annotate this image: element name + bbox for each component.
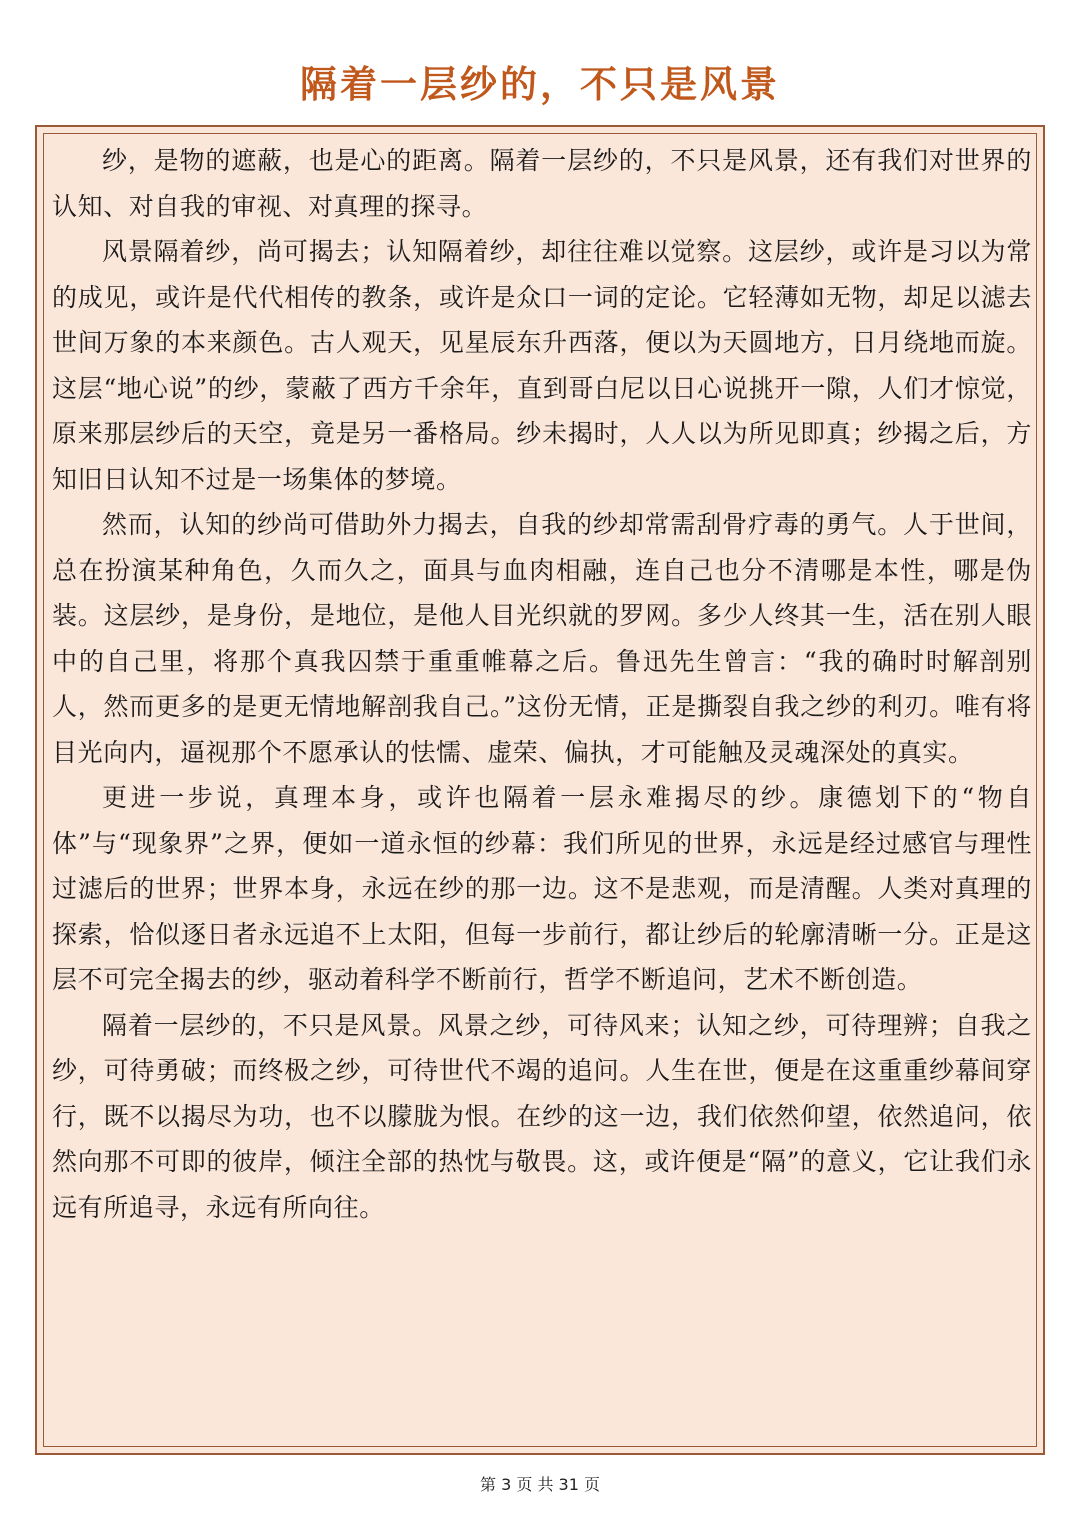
paragraph: 风景隔着纱，尚可揭去；认知隔着纱，却往往难以觉察。这层纱，或许是习以为常的成见，或许是代代相传的教条，或许是众口一词的定论。它轻薄如无物，却足以滤去世间万象的本来颜色。古人观天，见星辰东升西落，便以为天圆地方，日月绕地而旋。这层“地心说”的纱，蒙蔽了西方千余年，直到哥白尼以日心说挑开一隙，人们才惊觉，原来那层纱后的天空，竟是另一番格局。纱未揭时，人人以为所见即真；纱揭之后，方知旧日认知不过是一场集体的梦境。 xyxy=(52,237,1032,494)
paragraph: 然而，认知的纱尚可借助外力揭去，自我的纱却常需刮骨疗毒的勇气。人于世间，总在扮演某种角色，久而久之，面具与血肉相融，连自己也分不清哪是本性，哪是伪装。这层纱，是身份，是地位，是他人目光织就的罗网。多少人终其一生，活在别人眼中的自己里，将那个真我囚禁于重重帷幕之后。鲁迅先生曾言：“我的确时时解剖别人，然而更多的是更无情地解剖我自己。”这份无情，正是撕裂自我之纱的利刃。唯有将目光向内，逼视那个不愿承认的怯懦、虚荣、偏执，才可能触及灵魂深处的真实。 xyxy=(52,510,1032,767)
paragraph: 隔着一层纱的，不只是风景。风景之纱，可待风来；认知之纱，可待理辨；自我之纱，可待勇破；而终极之纱，可待世代不竭的追问。人生在世，便是在这重重纱幕间穿行，既不以揭尽为功，也不以朦胧为恨。在纱的这一边，我们依然仰望，依然追问，依然向那不可即的彼岸，倾注全部的热忱与敬畏。这，或许便是“隔”的意义，它让我们永远有所追寻，永远有所向往。 xyxy=(52,1010,1032,1222)
essay-body xyxy=(52,138,1032,1230)
page-number: 第 3 页 共 31 页 xyxy=(480,1475,600,1494)
paragraph: 纱，是物的遮蔽，也是心的距离。隔着一层纱的，不只是风景，还有我们对世界的认知、对自我的审视、对真理的探寻。 xyxy=(52,146,1032,221)
page-title: 隔着一层纱的，不只是风景 xyxy=(300,62,780,106)
paragraph: 更进一步说，真理本身，或许也隔着一层永难揭尽的纱。康德划下的“物自体”与“现象界”之界，便如一道永恒的纱幕：我们所见的世界，永远是经过感官与理性过滤后的世界；世界本身，永远在纱的那一边。这不是悲观，而是清醒。人类对真理的探索，恰似逐日者永远追不上太阳，但每一步前行，都让纱后的轮廓清晰一分。正是这层不可完全揭去的纱，驱动着科学不断前行，哲学不断追问，艺术不断创造。 xyxy=(52,783,1032,994)
